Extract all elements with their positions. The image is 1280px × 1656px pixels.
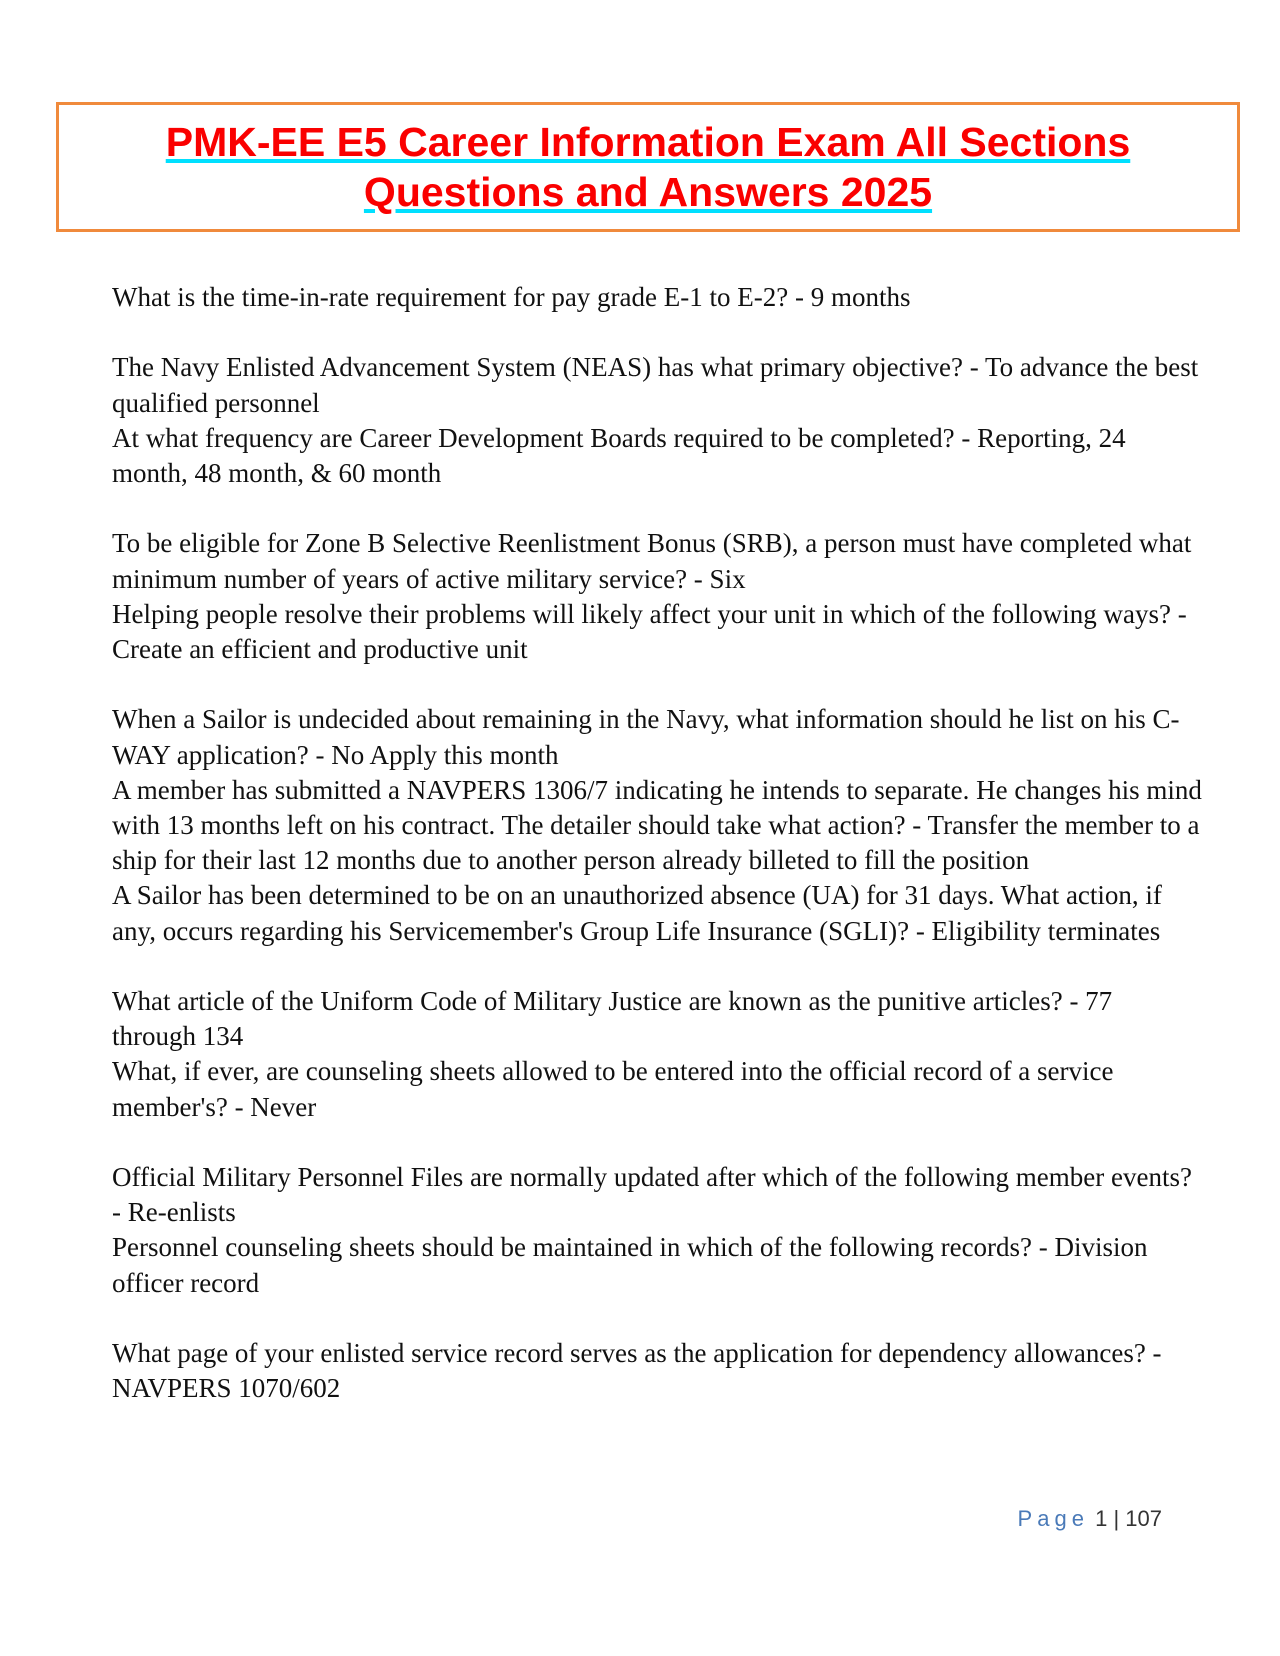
qa-item: What, if ever, are counseling sheets allowed to be entered into the official record of a service member's? - Never (112, 1056, 1114, 1122)
qa-item: What page of your enlisted service record serves as the application for dependency allowances? - NAVPERS 1070/602 (112, 1338, 1162, 1404)
qa-item: Official Military Personnel Files are normally updated after which of the following member events? - Re-enlists (112, 1162, 1192, 1228)
qa-item: At what frequency are Career Development Boards required to be completed? - Reporting, 24 month, 48 month, & 60 month (112, 422, 1126, 488)
page-separator: | (1113, 1506, 1120, 1531)
title-box (56, 102, 1240, 232)
page-number: 1 (1095, 1506, 1108, 1531)
qa-item: What is the time-in-rate requirement for pay grade E-1 to E-2? - 9 months (112, 282, 911, 312)
qa-item: A Sailor has been determined to be on an unauthorized absence (UA) for 31 days. What action, if any, occurs regarding his Servicemember's Group Life Insurance (SGLI)? - Eligibility terminates (112, 880, 1162, 946)
qa-group (112, 280, 1202, 315)
qa-group (112, 702, 1202, 948)
qa-item: Personnel counseling sheets should be maintained in which of the following records? - Division officer record (112, 1232, 1148, 1298)
qa-item: To be eligible for Zone B Selective Reenlistment Bonus (SRB), a person must have completed what minimum number of years of active military service? - Six (112, 528, 1192, 594)
page-label: Page (1017, 1506, 1089, 1531)
qa-group (112, 984, 1202, 1125)
document-title-line-2: Questions and Answers 2025 (363, 169, 933, 215)
qa-item: When a Sailor is undecided about remaining in the Navy, what information should he list on his C-WAY application? - No Apply this month (112, 704, 1180, 770)
document-title-line-1: PMK-EE E5 Career Information Exam All Sections (165, 119, 1131, 165)
page-footer (1018, 1506, 1162, 1532)
qa-group (112, 350, 1202, 491)
qa-group (112, 1336, 1202, 1406)
qa-content (112, 280, 1202, 1442)
qa-group (112, 526, 1202, 667)
qa-group (112, 1160, 1202, 1301)
total-pages: 107 (1125, 1506, 1162, 1531)
qa-item: The Navy Enlisted Advancement System (NEAS) has what primary objective? - To advance the best qualified personnel (112, 352, 1199, 418)
qa-item: Helping people resolve their problems will likely affect your unit in which of the following ways? - Create an efficient and productive unit (112, 598, 1187, 664)
qa-item: What article of the Uniform Code of Military Justice are known as the punitive articles? - 77 through 134 (112, 986, 1113, 1052)
qa-item: A member has submitted a NAVPERS 1306/7 indicating he intends to separate. He changes his mind with 13 months left on his contract. The detailer should take what action? - Transfer the member to a ship for their last 12 months due to another person already billeted to fill the position (112, 774, 1202, 876)
